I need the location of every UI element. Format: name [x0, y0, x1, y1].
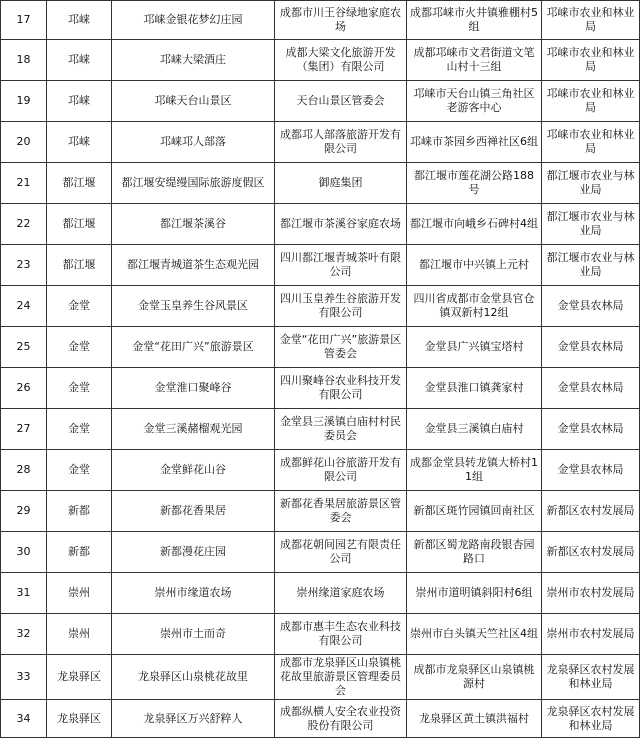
district-cell: 都江堰 — [47, 245, 112, 286]
table-row — [1, 286, 640, 327]
district-cell: 金堂 — [47, 327, 112, 368]
district-cell: 龙泉驿区 — [47, 655, 112, 700]
district-cell: 崇州 — [47, 614, 112, 655]
operator-cell: 成都市龙泉驿区山泉镇桃花故里旅游景区管理委员会 — [275, 655, 407, 700]
table-row — [1, 40, 640, 81]
attraction-name-cell: 都江堰青城道茶生态观光园 — [112, 245, 275, 286]
district-cell: 新都 — [47, 491, 112, 532]
attraction-name-cell: 邛崃大梁酒庄 — [112, 40, 275, 81]
table-row — [1, 245, 640, 286]
authority-cell: 金堂县农林局 — [542, 327, 640, 368]
table-row — [1, 204, 640, 245]
district-cell: 金堂 — [47, 409, 112, 450]
authority-cell: 金堂县农林局 — [542, 450, 640, 491]
authority-cell: 新都区农村发展局 — [542, 491, 640, 532]
table-row — [1, 81, 640, 122]
attraction-name-cell: 邛崃天台山景区 — [112, 81, 275, 122]
address-cell: 成都邛崃市火井镇雅棚村5组 — [407, 1, 542, 40]
operator-cell: 御庭集团 — [275, 163, 407, 204]
row-number: 29 — [1, 491, 47, 532]
operator-cell: 成都鲜花山谷旅游开发有限公司 — [275, 450, 407, 491]
row-number: 23 — [1, 245, 47, 286]
authority-cell: 都江堰市农业与林业局 — [542, 163, 640, 204]
operator-cell: 成都纵横人安全农业投资股份有限公司 — [275, 700, 407, 738]
authority-cell: 邛崃市农业和林业局 — [542, 40, 640, 81]
table-row — [1, 573, 640, 614]
attraction-name-cell: 龙泉驿区山泉桃花故里 — [112, 655, 275, 700]
attraction-name-cell: 金堂玉皇养生谷风景区 — [112, 286, 275, 327]
authority-cell: 邛崃市农业和林业局 — [542, 122, 640, 163]
table-row — [1, 368, 640, 409]
row-number: 19 — [1, 81, 47, 122]
address-cell: 邛崃市茶园乡西禅社区6组 — [407, 122, 542, 163]
address-cell: 金堂县淮口镇龚家村 — [407, 368, 542, 409]
attraction-name-cell: 金堂淮口聚峰谷 — [112, 368, 275, 409]
address-cell: 金堂县三溪镇白庙村 — [407, 409, 542, 450]
district-cell: 崇州 — [47, 573, 112, 614]
authority-cell: 龙泉驿区农村发展和林业局 — [542, 655, 640, 700]
operator-cell: 崇州缘道家庭农场 — [275, 573, 407, 614]
district-cell: 龙泉驿区 — [47, 700, 112, 738]
address-cell: 新都区斑竹园镇回南社区 — [407, 491, 542, 532]
address-cell: 都江堰市向峨乡石碑村4组 — [407, 204, 542, 245]
authority-cell: 邛崃市农业和林业局 — [542, 1, 640, 40]
attraction-name-cell: 金堂“花田广兴”旅游景区 — [112, 327, 275, 368]
attraction-name-cell: 都江堰茶溪谷 — [112, 204, 275, 245]
attraction-name-cell: 都江堰安缇缦国际旅游度假区 — [112, 163, 275, 204]
row-number: 34 — [1, 700, 47, 738]
authority-cell: 新都区农村发展局 — [542, 532, 640, 573]
district-cell: 邛崃 — [47, 40, 112, 81]
row-number: 33 — [1, 655, 47, 700]
address-cell: 邛崃市天台山镇三角社区老游客中心 — [407, 81, 542, 122]
district-cell: 金堂 — [47, 286, 112, 327]
table-row — [1, 532, 640, 573]
operator-cell: 四川玉皇养生谷旅游开发有限公司 — [275, 286, 407, 327]
address-cell: 四川省成都市金堂县官仓镇双新村12组 — [407, 286, 542, 327]
operator-cell: 金堂县三溪镇白庙村村民委员会 — [275, 409, 407, 450]
table-row — [1, 122, 640, 163]
attraction-name-cell: 龙泉驿区万兴舒粹人 — [112, 700, 275, 738]
operator-cell: 四川聚峰谷农业科技开发有限公司 — [275, 368, 407, 409]
address-cell: 成都金堂县转龙镇大桥村11组 — [407, 450, 542, 491]
table-row — [1, 700, 640, 738]
operator-cell: 成都花朝间园艺有限责任公司 — [275, 532, 407, 573]
address-cell: 崇州市道明镇斜阳村6组 — [407, 573, 542, 614]
table-row — [1, 655, 640, 700]
address-cell: 新都区蜀龙路南段银杏园路口 — [407, 532, 542, 573]
operator-cell: 天台山景区管委会 — [275, 81, 407, 122]
operator-cell: 成都邛人部落旅游开发有限公司 — [275, 122, 407, 163]
attraction-name-cell: 金堂鲜花山谷 — [112, 450, 275, 491]
table-body — [1, 1, 640, 738]
address-cell: 龙泉驿区黄土镇洪福村 — [407, 700, 542, 738]
attraction-name-cell: 邛崃金银花梦幻庄园 — [112, 1, 275, 40]
row-number: 18 — [1, 40, 47, 81]
operator-cell: 金堂“花田广兴”旅游景区管委会 — [275, 327, 407, 368]
district-cell: 邛崃 — [47, 81, 112, 122]
row-number: 20 — [1, 122, 47, 163]
district-cell: 金堂 — [47, 450, 112, 491]
district-cell: 邛崃 — [47, 122, 112, 163]
address-cell: 成都市龙泉驿区山泉镇桃源村 — [407, 655, 542, 700]
row-number: 21 — [1, 163, 47, 204]
address-cell: 都江堰市中兴镇上元村 — [407, 245, 542, 286]
attraction-name-cell: 新都漫花庄园 — [112, 532, 275, 573]
row-number: 31 — [1, 573, 47, 614]
authority-cell: 都江堰市农业与林业局 — [542, 245, 640, 286]
operator-cell: 新都花香果居旅游景区管委会 — [275, 491, 407, 532]
row-number: 25 — [1, 327, 47, 368]
row-number: 28 — [1, 450, 47, 491]
district-cell: 新都 — [47, 532, 112, 573]
table-row — [1, 450, 640, 491]
row-number: 22 — [1, 204, 47, 245]
table-row — [1, 409, 640, 450]
row-number: 26 — [1, 368, 47, 409]
authority-cell: 金堂县农林局 — [542, 368, 640, 409]
operator-cell: 四川都江堰青城茶叶有限公司 — [275, 245, 407, 286]
attraction-name-cell: 邛崃邛人部落 — [112, 122, 275, 163]
authority-cell: 金堂县农林局 — [542, 409, 640, 450]
authority-cell: 金堂县农林局 — [542, 286, 640, 327]
row-number: 24 — [1, 286, 47, 327]
row-number: 17 — [1, 1, 47, 40]
row-number: 27 — [1, 409, 47, 450]
table-row — [1, 491, 640, 532]
district-cell: 邛崃 — [47, 1, 112, 40]
operator-cell: 成都市川王谷绿地家庭农场 — [275, 1, 407, 40]
row-number: 32 — [1, 614, 47, 655]
attraction-name-cell: 崇州市土而奇 — [112, 614, 275, 655]
authority-cell: 崇州市农村发展局 — [542, 573, 640, 614]
address-cell: 金堂县广兴镇宝塔村 — [407, 327, 542, 368]
district-cell: 金堂 — [47, 368, 112, 409]
operator-cell: 都江堰市茶溪谷家庭农场 — [275, 204, 407, 245]
authority-cell: 龙泉驿区农村发展和林业局 — [542, 700, 640, 738]
table-row — [1, 614, 640, 655]
table-row — [1, 327, 640, 368]
row-number: 30 — [1, 532, 47, 573]
attraction-name-cell: 金堂三溪赭榴观光园 — [112, 409, 275, 450]
attraction-name-cell: 崇州市缘道农场 — [112, 573, 275, 614]
address-cell: 崇州市白头镇天竺社区4组 — [407, 614, 542, 655]
district-cell: 都江堰 — [47, 163, 112, 204]
operator-cell: 成都大梁文化旅游开发（集团）有限公司 — [275, 40, 407, 81]
table-row — [1, 163, 640, 204]
attraction-name-cell: 新都花香果居 — [112, 491, 275, 532]
address-cell: 成都邛崃市文君街道文笔山村十三组 — [407, 40, 542, 81]
authority-cell: 邛崃市农业和林业局 — [542, 81, 640, 122]
operator-cell: 成都市惠丰生态农业科技有限公司 — [275, 614, 407, 655]
district-cell: 都江堰 — [47, 204, 112, 245]
table-row — [1, 1, 640, 40]
authority-cell: 崇州市农村发展局 — [542, 614, 640, 655]
address-cell: 都江堰市莲花湖公路188号 — [407, 163, 542, 204]
authority-cell: 都江堰市农业与林业局 — [542, 204, 640, 245]
